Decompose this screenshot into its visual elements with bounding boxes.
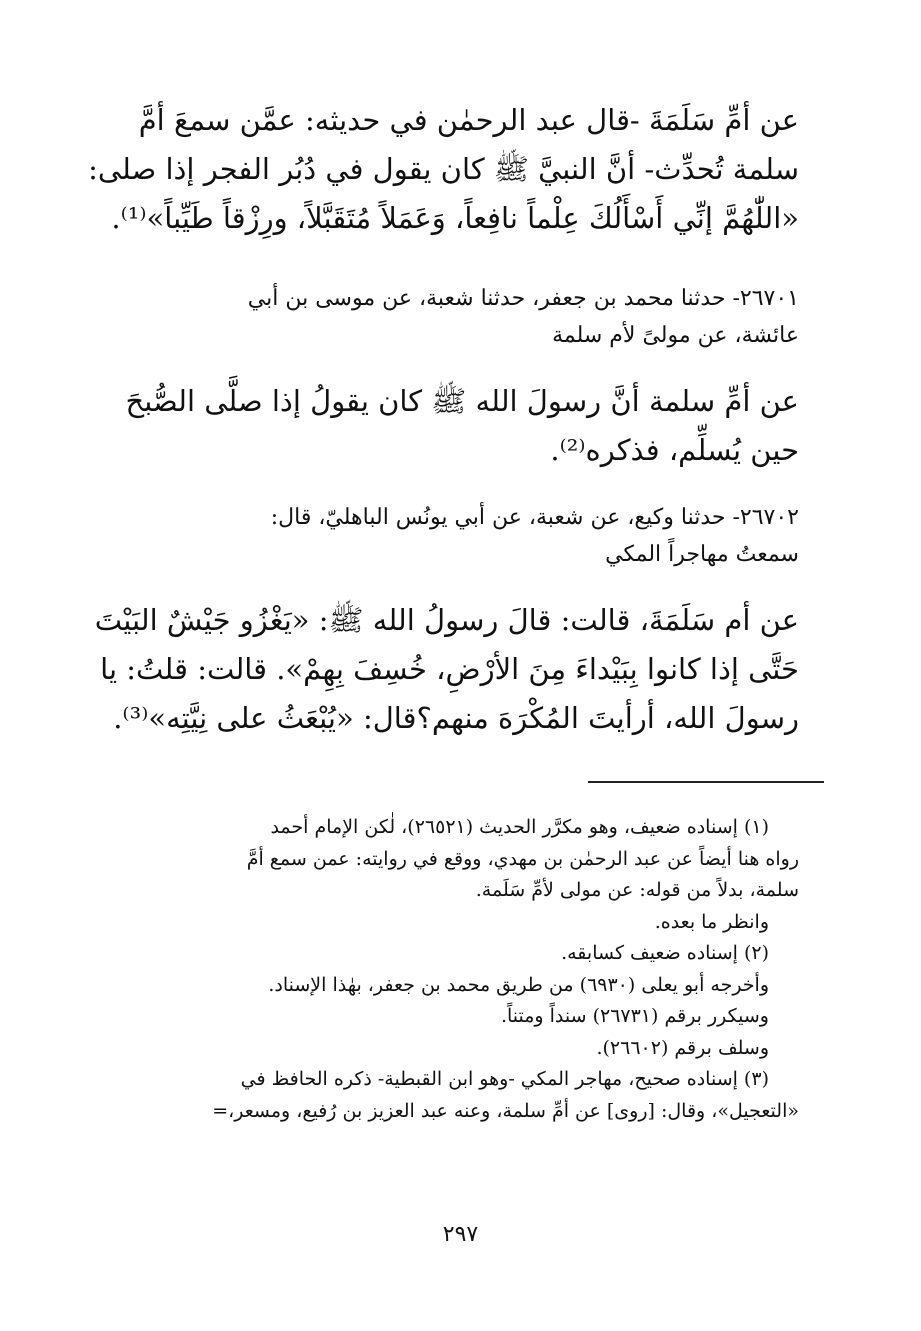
footnote-divider bbox=[588, 781, 824, 783]
footnote-line: «التعجيل»، وقال: [روى] عن أمِّ سلمة، وعنه عبد العزيز بن رُفيع، ومسعر،= bbox=[212, 1099, 799, 1122]
text-line: رسولَ الله، أرأيتَ المُكْرَهَ منهم؟قال: «يُبْعَثُ على نِيَّتِه»⁽³⁾. bbox=[113, 701, 799, 735]
hadith-text-2 bbox=[122, 377, 799, 475]
footnote-line: (٢) إسناده ضعيف كسابقه. bbox=[561, 942, 769, 964]
footnote-line: وأخرجه أبو يعلى (٦٩٣٠) من طريق محمد بن جعفر، بهٰذا الإسناد. bbox=[268, 973, 769, 996]
page-number: ٢٩٧ bbox=[442, 1222, 479, 1247]
footnote-line: وسلف برقم (٢٦٦٠٢). bbox=[596, 1036, 769, 1059]
isnad-26701 bbox=[122, 280, 799, 354]
text-line: سلمة تُحدِّث- أنَّ النبيَّ ﷺ كان يقول في دُبُر الفجر إذا صلى: bbox=[88, 152, 799, 186]
footnote-line: وانظر ما بعده. bbox=[654, 910, 769, 933]
footnote-line: (٣) إسناده صحيح، مهاجر المكي -وهو ابن القبطية- ذكره الحافظ في bbox=[240, 1068, 769, 1090]
text-line: حَتَّى إذا كانوا بِبَيْداءَ مِنَ الأرْضِ، خُسِفَ بِهِمْ». قالت: قلتُ: يا bbox=[100, 652, 799, 686]
text-line: ٢٦٧٠١- حدثنا محمد بن جعفر، حدثنا شعبة، عن موسى بن أبي bbox=[247, 286, 799, 311]
text-line: عائشة، عن مولىً لأم سلمة bbox=[552, 323, 799, 348]
text-line: حين يُسلِّم، فذكره⁽²⁾. bbox=[550, 433, 799, 467]
footnotes bbox=[122, 812, 799, 1127]
hadith-text-1 bbox=[88, 96, 799, 243]
text-line: ٢٦٧٠٢- حدثنا وكيع، عن شعبة، عن أبي يونُس الباهليّ، قال: bbox=[270, 505, 799, 530]
footnote-line: وسيكرر برقم (٢٦٧٣١) سنداً ومتناً. bbox=[500, 1005, 769, 1027]
text-line: عن أم سَلَمَةَ، قالت: قالَ رسولُ الله ﷺ: «يَغْزُو جَيْشٌ البَيْتَ bbox=[94, 603, 799, 637]
text-line: عن أمِّ سَلَمَةَ -قال عبد الرحمٰن في حديثه: عمَّن سمعَ أمَّ bbox=[138, 103, 799, 137]
isnad-26702 bbox=[122, 499, 799, 573]
hadith-text-3 bbox=[94, 596, 799, 743]
text-line: «اللّٰهُمَّ إنِّي أَسْأَلُكَ عِلْماً نافِعاً، وَعَمَلاً مُتَقَبَّلاً، ورِزْقاً طَيِّباً»⁽¹⁾. bbox=[111, 201, 799, 235]
footnote-line: رواه هنا أيضاً عن عبد الرحمٰن بن مهدي، ووقع في روايته: عمن سمع أمَّ bbox=[246, 847, 799, 870]
footnote-line: سلمة، بدلاً من قوله: عن مولى لأمِّ سَلَمة. bbox=[475, 879, 799, 901]
text-line: سمعتُ مهاجراً المكي bbox=[605, 542, 799, 567]
text-line: عن أمِّ سلمة أنَّ رسولَ الله ﷺ كان يقولُ إذا صلَّى الصُّبحَ bbox=[125, 384, 799, 418]
footnote-line: (١) إسناده ضعيف، وهو مكرَّر الحديث (٢٦٥٢١)، لٰكن الإمام أحمد bbox=[270, 816, 769, 838]
